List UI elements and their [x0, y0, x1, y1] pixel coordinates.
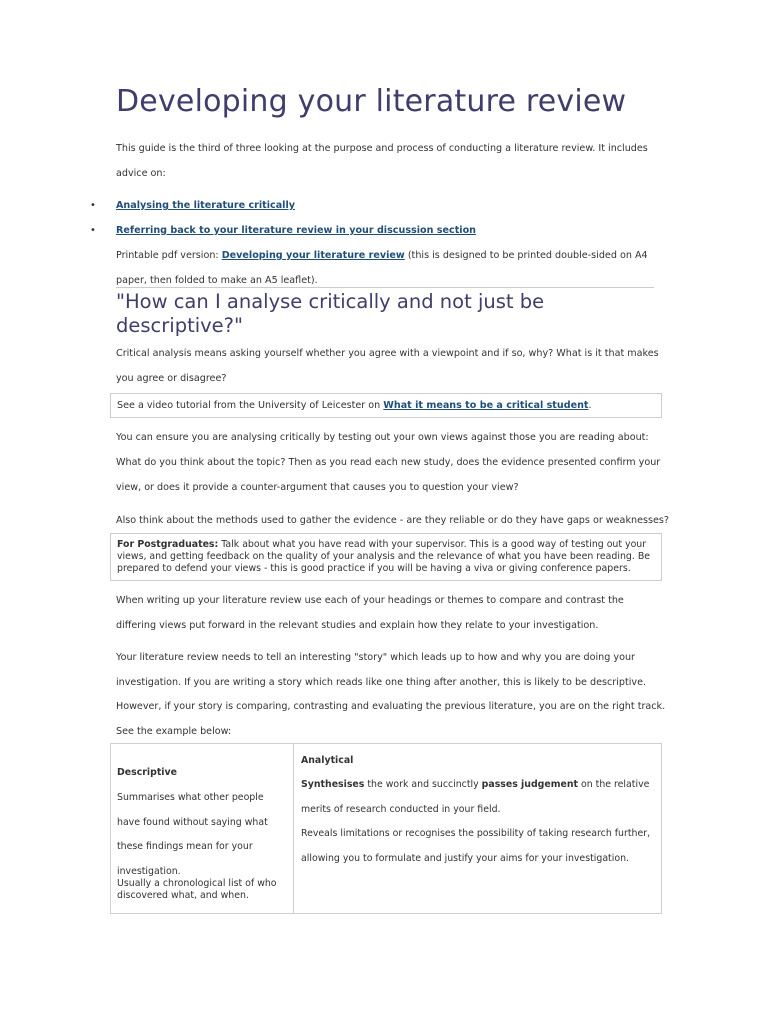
printable-prefix: Printable pdf version: — [116, 250, 222, 261]
printable-line-1 — [116, 243, 648, 268]
video-tutorial-box — [110, 393, 662, 418]
story-line-2: investigation. If you are writing a story which reads like one thing after another, this is likely to be descriptive. — [116, 677, 647, 688]
descriptive-line-2: have found without saying what — [117, 817, 268, 828]
critical-line-1: Critical analysis means asking yourself whether you agree with a viewpoint and if so, why? What is it that makes — [116, 348, 659, 359]
link-printable-pdf[interactable]: Developing your literature review — [221, 250, 405, 261]
postgrad-label: For Postgraduates: — [117, 539, 219, 550]
postgraduates-box — [110, 533, 662, 581]
intro-line-1: This guide is the third of three looking at the purpose and process of conducting a literature review. It includes — [116, 143, 648, 154]
analytical-line-4: allowing you to formulate and justify your aims for your investigation. — [301, 853, 629, 864]
postgrad-line-2: views, and getting feedback on the quality of your analysis and the relevance of what you have been reading. Be — [117, 551, 651, 562]
descriptive-line-1: Summarises what other people — [117, 792, 264, 803]
story-line-1: Your literature review needs to tell an interesting "story" which leads up to how and why you are doing your — [116, 652, 635, 663]
analytical-line-1 — [301, 772, 649, 797]
comparison-table — [110, 743, 662, 914]
video-suffix: . — [588, 400, 592, 411]
page-title: Developing your literature review — [116, 84, 627, 119]
link-analysing-literature[interactable]: Analysing the literature critically — [116, 200, 296, 211]
postgrad-line-3: prepared to defend your views - this is good practice if you will be having a viva or giving conference papers. — [117, 563, 631, 574]
analytical-heading: Analytical — [301, 755, 354, 766]
printable-suffix: (this is designed to be printed double-sided on A4 — [404, 250, 648, 261]
analytical-bold-2: passes judgement — [481, 779, 579, 790]
ensure-line-2: What do you think about the topic? Then as you read each new study, does the evidence presented confirm your — [116, 457, 661, 468]
intro-line-2: advice on: — [116, 168, 166, 179]
story-line-4: See the example below: — [116, 726, 232, 737]
descriptive-line-4: investigation. — [117, 866, 181, 877]
video-tutorial-text — [117, 393, 592, 418]
link-critical-student[interactable]: What it means to be a critical student — [383, 400, 589, 411]
analytical-text-2: on the relative — [578, 779, 650, 790]
bullet-symbol: • — [90, 200, 96, 211]
divider — [116, 287, 654, 288]
postgrad-text-1: Talk about what you have read with your supervisor. This is a good way of testing out your — [218, 539, 647, 550]
bullet-item — [90, 218, 96, 243]
bullet-symbol: • — [90, 225, 96, 236]
analytical-line-2: merits of research conducted in your field. — [301, 804, 501, 815]
critical-line-2: you agree or disagree? — [116, 373, 227, 384]
analytical-line-3: Reveals limitations or recognises the possibility of taking research further, — [301, 828, 651, 839]
descriptive-line-6: discovered what, and when. — [117, 890, 249, 901]
section-heading: "How can I analyse critically and not just be descriptive?" — [116, 290, 545, 337]
story-line-3: However, if your story is comparing, contrasting and evaluating the previous literature, you are on the right track. — [116, 701, 666, 712]
analytical-bold-1: Synthesises — [301, 779, 365, 790]
postgrad-line-1 — [117, 539, 646, 551]
writing-line-1: When writing up your literature review use each of your headings or themes to compare and contrast the — [116, 595, 624, 606]
bullet-item — [90, 193, 96, 218]
descriptive-heading: Descriptive — [117, 767, 177, 778]
methods-paragraph: Also think about the methods used to gather the evidence - are they reliable or do they have gaps or weaknesses? — [116, 515, 669, 526]
ensure-line-3: view, or does it provide a counter-argument that causes you to question your view? — [116, 482, 519, 493]
descriptive-line-5: Usually a chronological list of who — [117, 878, 277, 889]
descriptive-line-3: these findings mean for your — [117, 841, 253, 852]
printable-line-2: paper, then folded to make an A5 leaflet). — [116, 275, 318, 286]
analytical-text-1: the work and succinctly — [364, 779, 482, 790]
link-referring-back[interactable]: Referring back to your literature review in your discussion section — [116, 225, 476, 236]
column-divider — [293, 744, 294, 913]
writing-line-2: differing views put forward in the relevant studies and explain how they relate to your investigation. — [116, 620, 599, 631]
video-prefix: See a video tutorial from the University of Leicester on — [117, 400, 384, 411]
ensure-line-1: You can ensure you are analysing critically by testing out your own views against those you are reading about: — [116, 432, 649, 443]
